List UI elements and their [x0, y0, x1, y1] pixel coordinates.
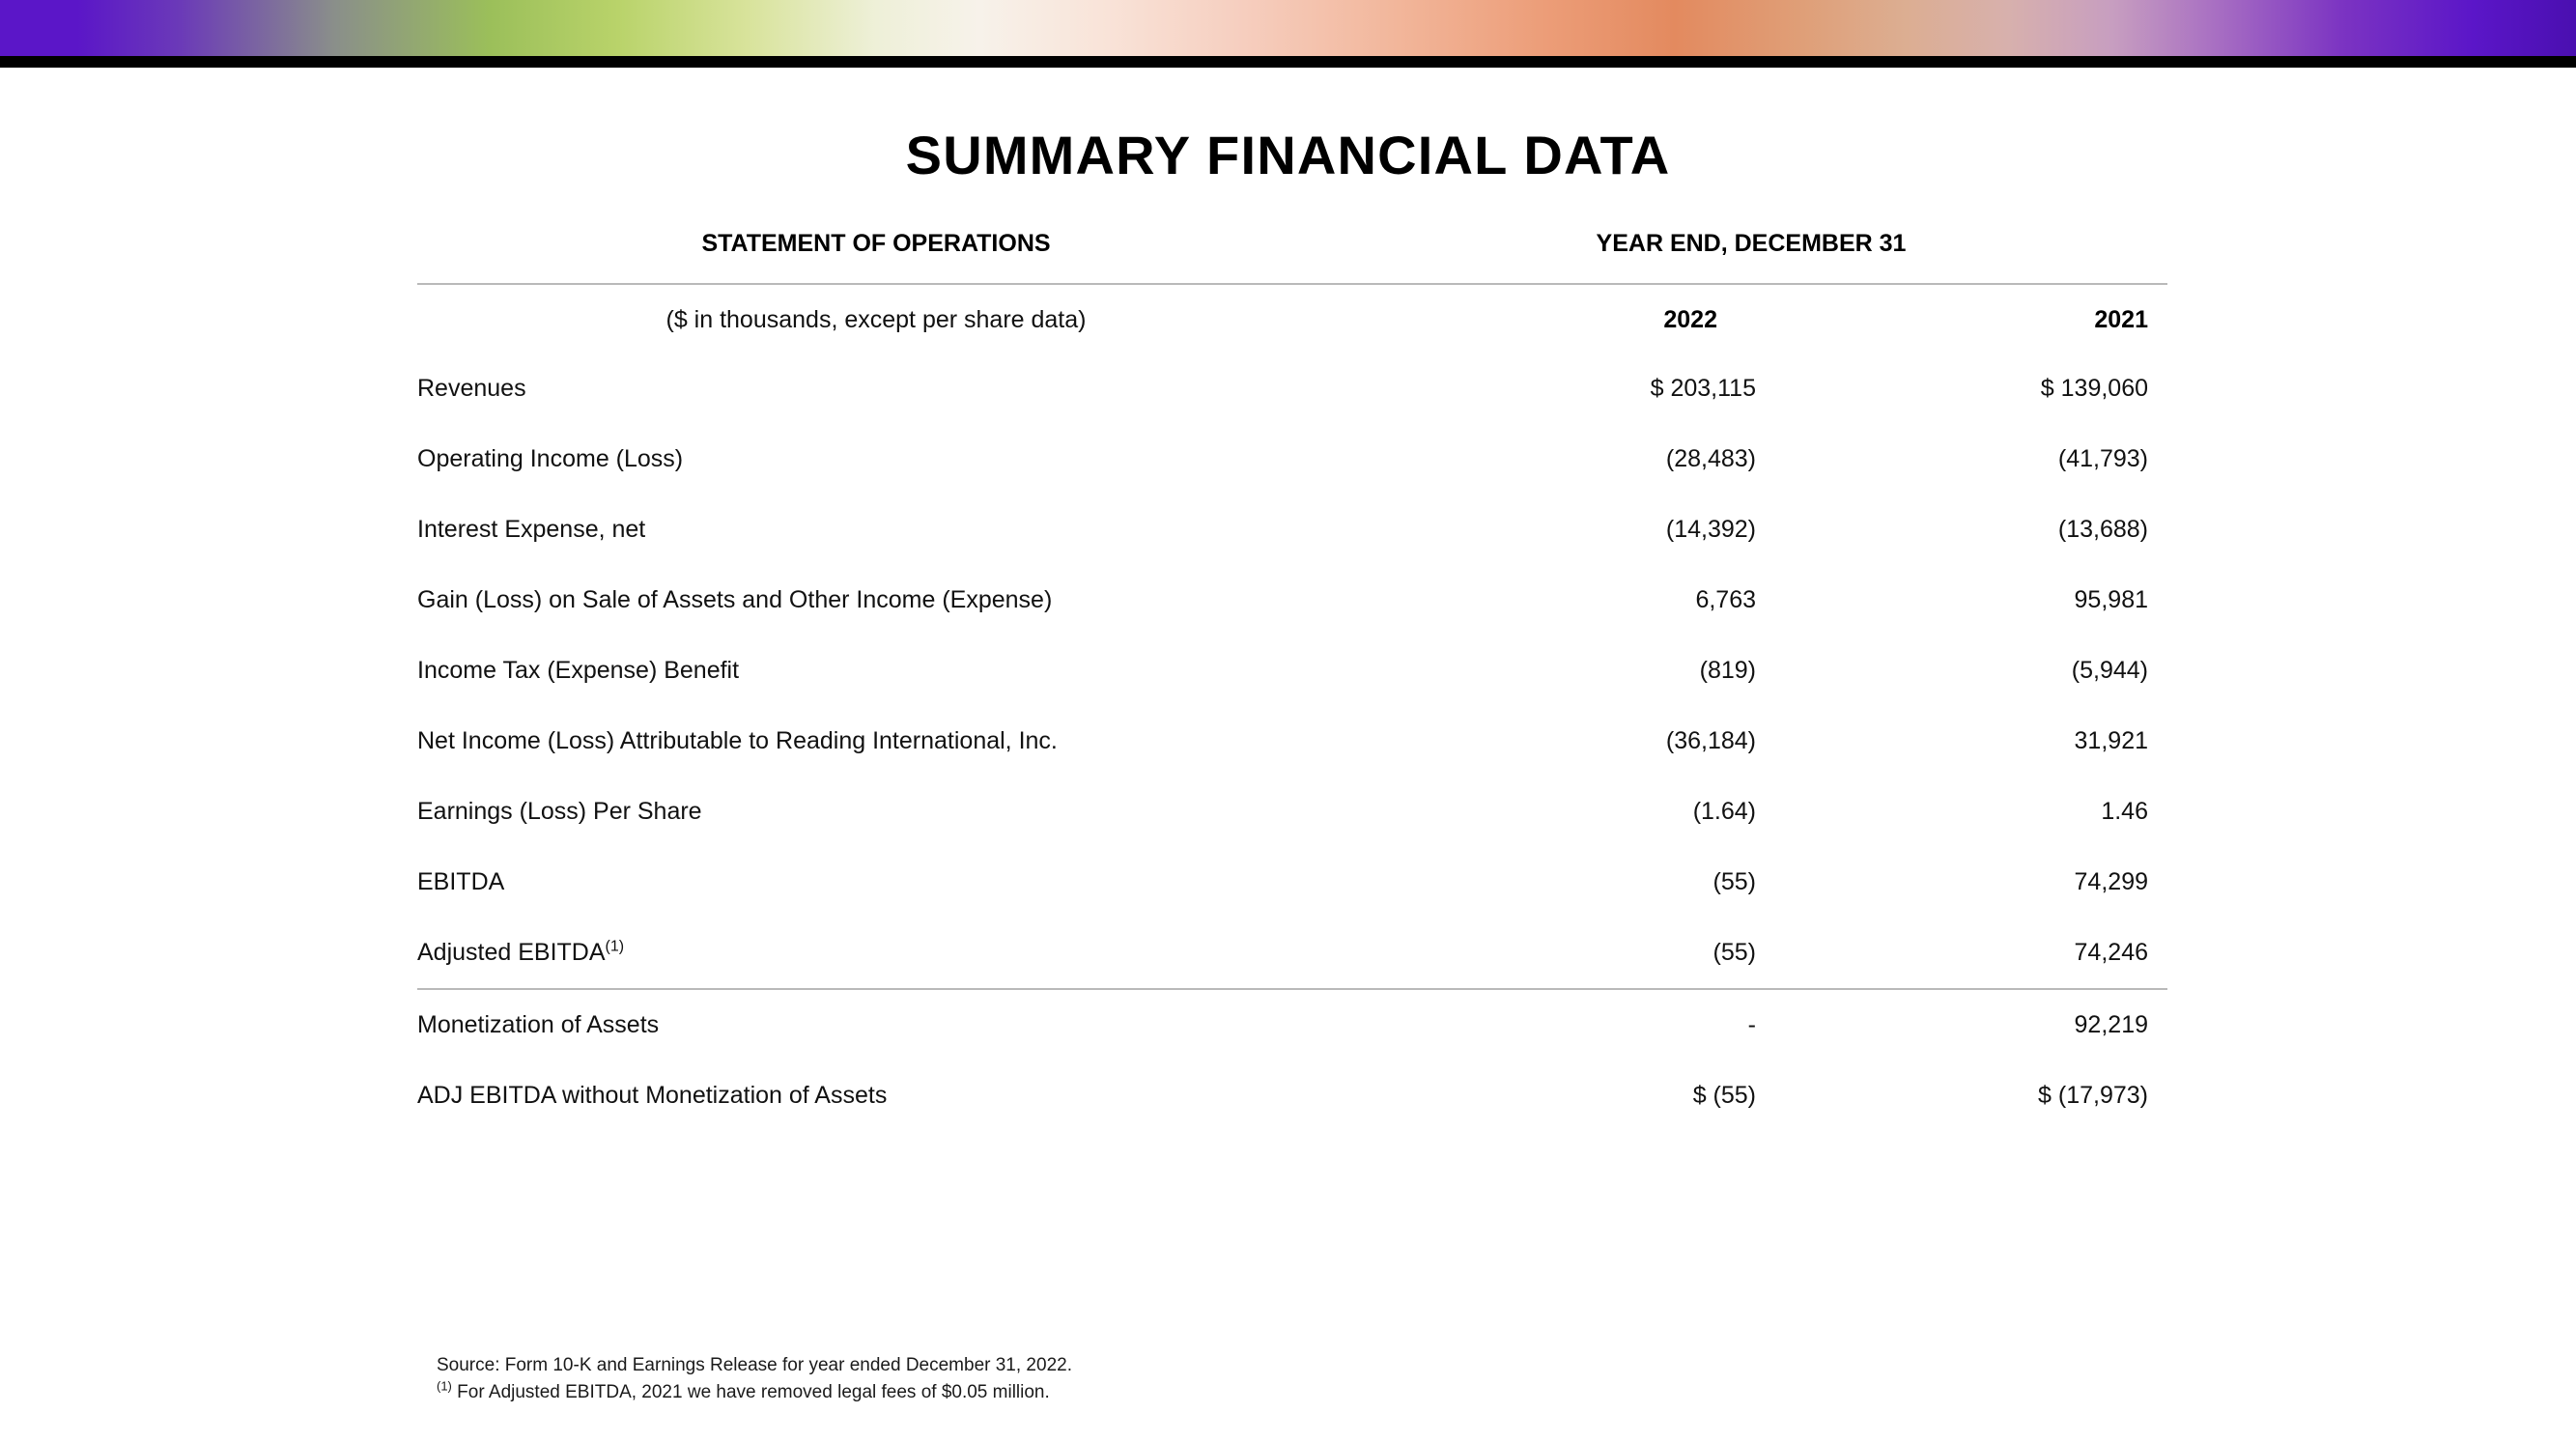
- financial-table-container: [417, 230, 2167, 1131]
- table-row: [417, 424, 2167, 495]
- table-row: [417, 706, 2167, 777]
- row-label-gain-loss-sale-assets: Gain (Loss) on Sale of Assets and Other Income (Expense): [417, 586, 1053, 613]
- table-row: [417, 353, 2167, 424]
- group-header-year-end: YEAR END, DECEMBER 31: [1596, 230, 1907, 257]
- row-value-ebitda-2021: 74,299: [2074, 868, 2148, 895]
- row-label-adj-ebitda-without-monetization: ADJ EBITDA without Monetization of Assets: [417, 1082, 888, 1109]
- table-group-header-row: [417, 230, 2167, 284]
- group-header-statement-of-operations: STATEMENT OF OPERATIONS: [701, 230, 1051, 257]
- row-label-revenues: Revenues: [417, 375, 526, 402]
- row-value-adjusted-ebitda-2022: (55): [1713, 939, 1756, 966]
- row-value-interest-expense-2022: (14,392): [1665, 516, 1756, 543]
- row-value-net-income-2021: 31,921: [2074, 727, 2148, 754]
- row-label-ebitda: EBITDA: [417, 868, 505, 895]
- footnote-adjusted-ebitda: [437, 1379, 1072, 1406]
- row-value-gain-loss-sale-assets-2022: 6,763: [1695, 586, 1756, 613]
- table-row: [417, 918, 2167, 989]
- table-row: [417, 1060, 2167, 1131]
- table-row: [417, 495, 2167, 565]
- row-label-monetization-of-assets: Monetization of Assets: [417, 989, 1335, 1060]
- table-row: [417, 777, 2167, 847]
- table-column-header-row: [417, 284, 2167, 353]
- footnote-marker-1-ref: (1): [437, 1378, 452, 1394]
- top-gradient-band: [0, 0, 2576, 56]
- row-value-income-tax-2022: (819): [1699, 657, 1756, 684]
- row-label-adjusted-ebitda-text: Adjusted EBITDA: [417, 939, 606, 966]
- row-value-revenues-2022: $ 203,115: [1650, 375, 1756, 402]
- table-row: [417, 989, 2167, 1060]
- row-value-operating-income-2022: (28,483): [1665, 445, 1756, 472]
- table-row: [417, 565, 2167, 636]
- page-title: SUMMARY FINANCIAL DATA: [905, 125, 1671, 185]
- row-label-interest-expense: Interest Expense, net: [417, 516, 646, 543]
- row-label-operating-income: Operating Income (Loss): [417, 445, 684, 472]
- row-value-adj-ebitda-without-monetization-2021: $ (17,973): [2038, 1082, 2148, 1109]
- footnote-adjusted-ebitda-text: For Adjusted EBITDA, 2021 we have removed legal fees of $0.05 million.: [451, 1381, 1050, 1402]
- table-header: [417, 230, 2167, 353]
- table-row: [417, 636, 2167, 706]
- units-note: ($ in thousands, except per share data): [417, 284, 1335, 353]
- row-value-adjusted-ebitda-2021: 74,246: [2074, 939, 2148, 966]
- footnote-source: Source: Form 10-K and Earnings Release for year ended December 31, 2022.: [437, 1355, 1072, 1375]
- row-value-eps-2021: 1.46: [2101, 798, 2148, 825]
- row-label-adjusted-ebitda: [417, 918, 1335, 989]
- row-value-monetization-of-assets-2022: -: [1335, 989, 1756, 1060]
- row-value-interest-expense-2021: (13,688): [2057, 516, 2148, 543]
- row-value-adj-ebitda-without-monetization-2022: $ (55): [1692, 1082, 1756, 1109]
- row-value-monetization-of-assets-2021: 92,219: [1756, 989, 2167, 1060]
- row-label-eps: Earnings (Loss) Per Share: [417, 798, 702, 825]
- column-header-2022: 2022: [1335, 284, 1756, 353]
- row-value-gain-loss-sale-assets-2021: 95,981: [2074, 586, 2148, 613]
- column-header-2021: 2021: [1756, 284, 2167, 353]
- row-label-income-tax: Income Tax (Expense) Benefit: [417, 657, 740, 684]
- top-black-rule: [0, 56, 2576, 68]
- summary-financial-table: [417, 230, 2167, 1131]
- footnote-marker-1: (1): [605, 938, 625, 955]
- row-label-net-income: Net Income (Loss) Attributable to Reading International, Inc.: [417, 727, 1058, 754]
- table-row: [417, 847, 2167, 918]
- row-value-eps-2022: (1.64): [1692, 798, 1756, 825]
- footnotes: [437, 1352, 1072, 1405]
- row-value-ebitda-2022: (55): [1713, 868, 1756, 895]
- row-value-revenues-2021: $ 139,060: [2040, 375, 2148, 402]
- row-value-income-tax-2021: (5,944): [2071, 657, 2148, 684]
- row-value-operating-income-2021: (41,793): [2057, 445, 2148, 472]
- row-value-net-income-2022: (36,184): [1665, 727, 1756, 754]
- table-body: [417, 353, 2167, 1131]
